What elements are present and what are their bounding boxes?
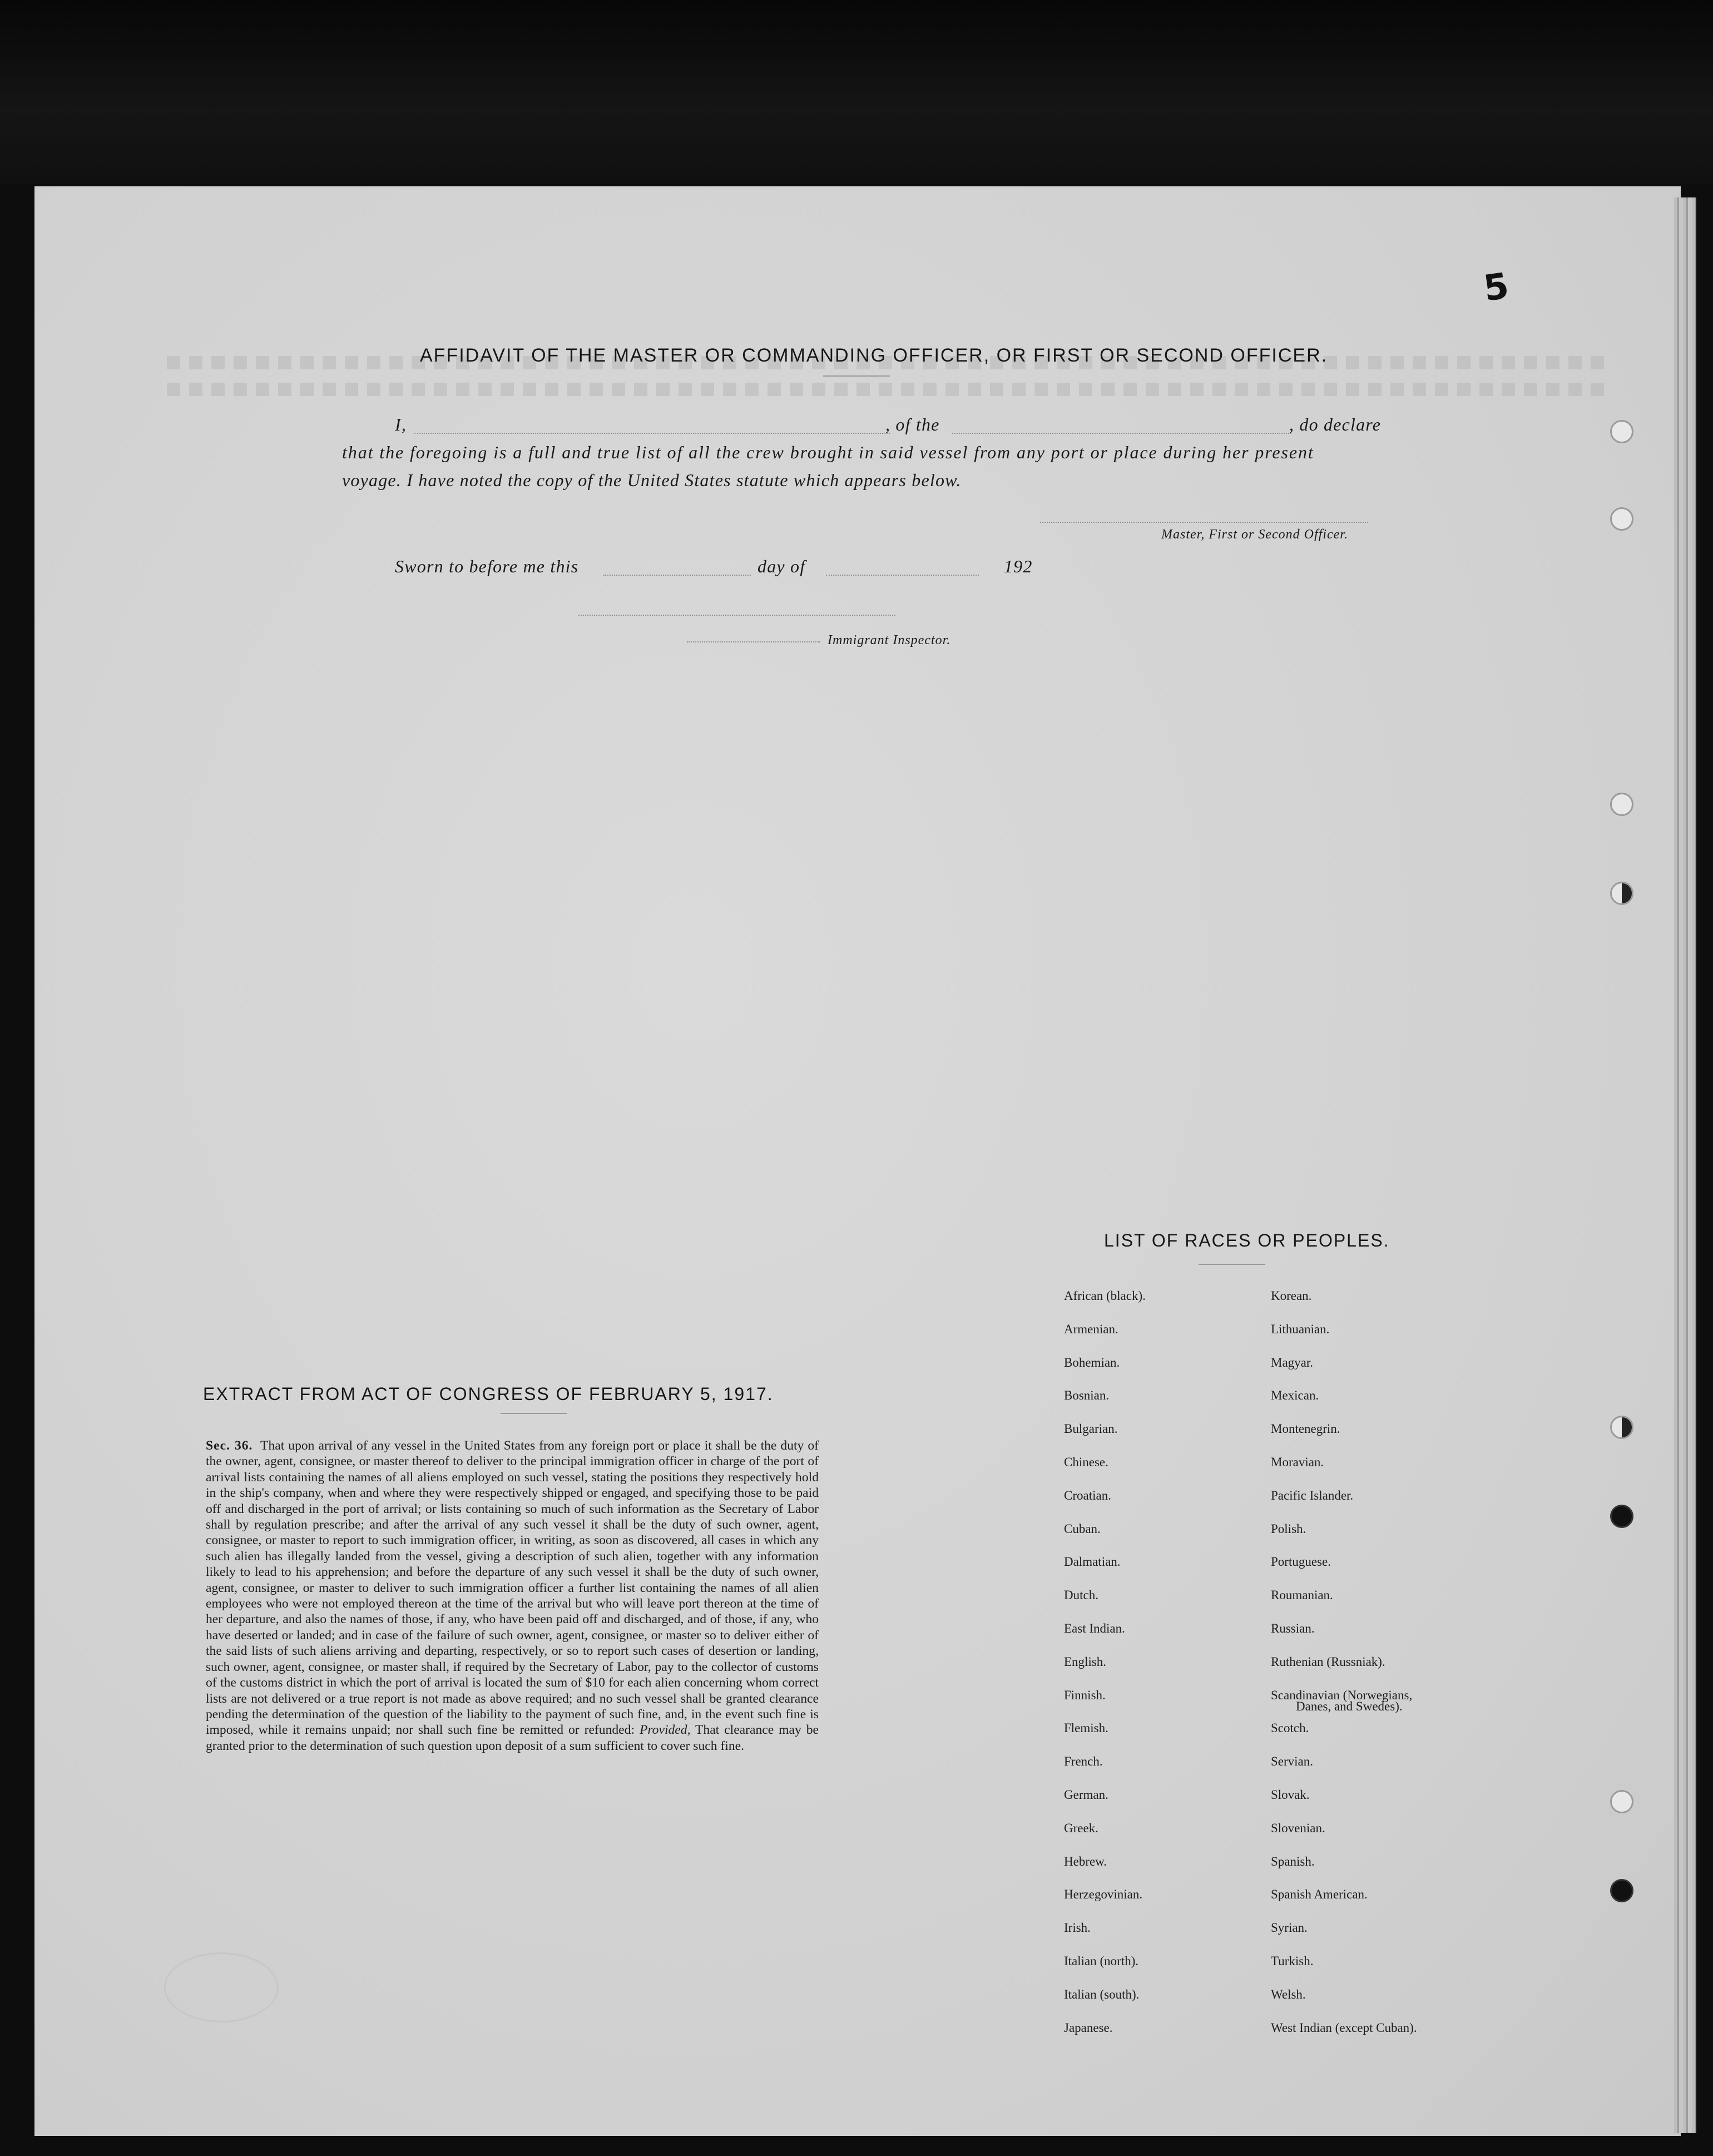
race-item: Slovak. (1271, 1787, 1310, 1802)
binder-hole (1610, 1790, 1633, 1813)
stacked-page-edges (1674, 197, 1696, 2133)
binder-hole (1610, 507, 1633, 531)
race-item: Italian (south). (1064, 1987, 1140, 2001)
races-title: LIST OF RACES OR PEOPLES. (1104, 1230, 1390, 1250)
race-item: Ruthenian (Russniak). (1271, 1654, 1385, 1669)
race-item: Chinese. (1064, 1455, 1108, 1469)
sworn-month-blank (826, 575, 979, 576)
race-item: Japanese. (1064, 2020, 1113, 2035)
race-item: Magyar. (1271, 1355, 1314, 1369)
race-item: Welsh. (1271, 1987, 1306, 2001)
race-item: Mexican. (1271, 1388, 1319, 1403)
binder-hole (1610, 882, 1633, 905)
vessel-blank (952, 433, 1291, 434)
provided-label: Provided, (639, 1723, 691, 1738)
page-number-mark: 5 (1481, 265, 1512, 310)
binder-hole (1610, 1505, 1633, 1528)
binder-hole (1610, 793, 1633, 816)
affidavit-title: AFFIDAVIT OF THE MASTER OR COMMANDING OFFICER, OR FIRST OR SECOND OFFICER. (420, 345, 1328, 366)
race-item: Flemish. (1064, 1721, 1108, 1735)
signature-caption: Master, First or Second Officer. (1161, 527, 1348, 542)
race-item: French. (1064, 1754, 1103, 1769)
races-title-rule (1199, 1264, 1265, 1265)
race-item: Slovenian. (1271, 1821, 1325, 1835)
race-item: Spanish American. (1271, 1887, 1368, 1902)
race-item: Herzegovinian. (1064, 1887, 1143, 1902)
race-item: Bulgarian. (1064, 1422, 1118, 1436)
race-item: Lithuanian. (1271, 1322, 1330, 1336)
race-item: Servian. (1271, 1754, 1314, 1769)
binder-hole (1610, 1879, 1633, 1902)
sworn-prefix: Sworn to before me this (395, 556, 579, 576)
section-label: Sec. 36. (206, 1438, 253, 1453)
race-item: Polish. (1271, 1521, 1306, 1536)
inspector-signature-line (578, 615, 895, 616)
affidavit-of-the: , of the (885, 414, 940, 434)
race-item: Bohemian. (1064, 1355, 1120, 1369)
binder-hole (1610, 420, 1633, 443)
race-item: Finnish. (1064, 1688, 1106, 1702)
affidavit-title-rule (823, 375, 890, 377)
race-item: Hebrew. (1064, 1854, 1107, 1868)
extract-title: EXTRACT FROM ACT OF CONGRESS OF FEBRUARY 5, 1917. (203, 1384, 774, 1404)
race-item: Italian (north). (1064, 1954, 1139, 1968)
bleed-through-text (100, 284, 1657, 345)
race-item: Croatian. (1064, 1488, 1111, 1502)
microfilm-top-border (0, 0, 1713, 184)
race-item: Roumanian. (1271, 1588, 1333, 1603)
sworn-day-of: day of (758, 556, 806, 576)
race-item: Montenegrin. (1271, 1422, 1340, 1436)
affidavit-do-declare: , do declare (1289, 414, 1382, 434)
inspector-caption: Immigrant Inspector. (828, 633, 951, 647)
affidavit-i: I, (395, 414, 407, 434)
section-body: That upon arrival of any vessel in the United States from any foreign port or place it shall be the duty of the owner, agent, consignee, or master thereof to deliver to the principal immigration officer in charge of the port of arrival lists containing the names of all aliens employed on such vessel, stating the positions they respectively hold in the ship's company, when and where they were respectively shipped or engaged, and specifying those to be paid off and discharged in the port of arrival; or lists containing so much of such information as the Secretary of Labor shall by regulation prescribe; and after the arrival of any such vessel it shall be the duty of such owner, agent, consignee, or master to report to such immigration officer, in writing, as soon as discovered, all cases in which any such alien has illegally landed from the vessel, giving a description of such alien, together with any information likely to lead to his apprehension; and before the departure of any such vessel it shall be the duty of such owner, agent, consignee, or master to deliver to such immigration officer a further list containing the names of all alien employees who were not employed thereon at the time of the arrival but who will leave port thereon at the time of her departure, and also the names of those, if any, who have been paid off and discharged, and of those, if any, who have deserted or landed; and in case of the failure of such owner, agent, consignee, or master so to deliver either of the said lists of such aliens arriving and departing, respectively, or so to report such cases of desertion or landing, such owner, agent, consignee, or master shall, if required by the Secretary of Labor, pay to the collector of customs of the customs district in which the port of arrival is located the sum of $10 for each alien concerning whom correct lists are not delivered or a true report is not made as above required; and no such vessel shall be granted clearance pending the determination of the question of the liability to the payment of such fine, and, in the event such fine is imposed, while it remains unpaid; nor shall such fine be remitted or refunded: (206, 1438, 819, 1738)
race-item: Moravian. (1271, 1455, 1324, 1469)
faded-stamp (164, 1952, 279, 2023)
race-item: Dalmatian. (1064, 1555, 1121, 1569)
section-36-text (206, 1438, 819, 1754)
sworn-day-blank (603, 575, 751, 576)
race-item: Syrian. (1271, 1921, 1308, 1935)
binder-hole (1610, 1416, 1633, 1439)
race-item: African (black). (1064, 1289, 1146, 1303)
race-item: Turkish. (1271, 1954, 1314, 1968)
race-item: Scandinavian (Norwegians, (1271, 1688, 1413, 1702)
race-item: East Indian. (1064, 1621, 1125, 1635)
race-item: Scotch. (1271, 1721, 1309, 1735)
race-item: Russian. (1271, 1621, 1315, 1635)
affidavit-line-3: voyage. I have noted the copy of the United States statute which appears below. (342, 470, 962, 490)
race-item: Greek. (1064, 1821, 1098, 1835)
race-item: Pacific Islander. (1271, 1488, 1354, 1502)
name-blank (414, 433, 890, 434)
extract-title-rule (501, 1413, 567, 1414)
affidavit-line-2: that the foregoing is a full and true list of all the crew brought in said vessel from any port or place during her present (342, 442, 1314, 462)
races-right-column (1271, 1288, 1417, 2053)
sworn-year: 192 (1004, 556, 1033, 576)
race-item: Irish. (1064, 1921, 1091, 1935)
signature-line (1040, 522, 1368, 523)
races-left-column (1064, 1288, 1146, 2053)
race-right-continuation: Danes, and Swedes). (1296, 1699, 1403, 1713)
race-item: Dutch. (1064, 1588, 1098, 1603)
race-item: German. (1064, 1787, 1108, 1802)
race-item: Spanish. (1271, 1854, 1315, 1868)
race-item: Bosnian. (1064, 1388, 1110, 1403)
race-item: Portuguese. (1271, 1555, 1331, 1569)
race-item: Korean. (1271, 1289, 1312, 1303)
race-item: West Indian (except Cuban). (1271, 2020, 1417, 2035)
race-item: English. (1064, 1654, 1107, 1669)
race-item: Armenian. (1064, 1322, 1118, 1336)
provided-text: That clearance may be granted prior to the determination of such question upon deposit of a sum sufficient to cover such fine. (206, 1723, 819, 1753)
race-item: Cuban. (1064, 1521, 1101, 1536)
inspector-caption-line (687, 641, 820, 642)
